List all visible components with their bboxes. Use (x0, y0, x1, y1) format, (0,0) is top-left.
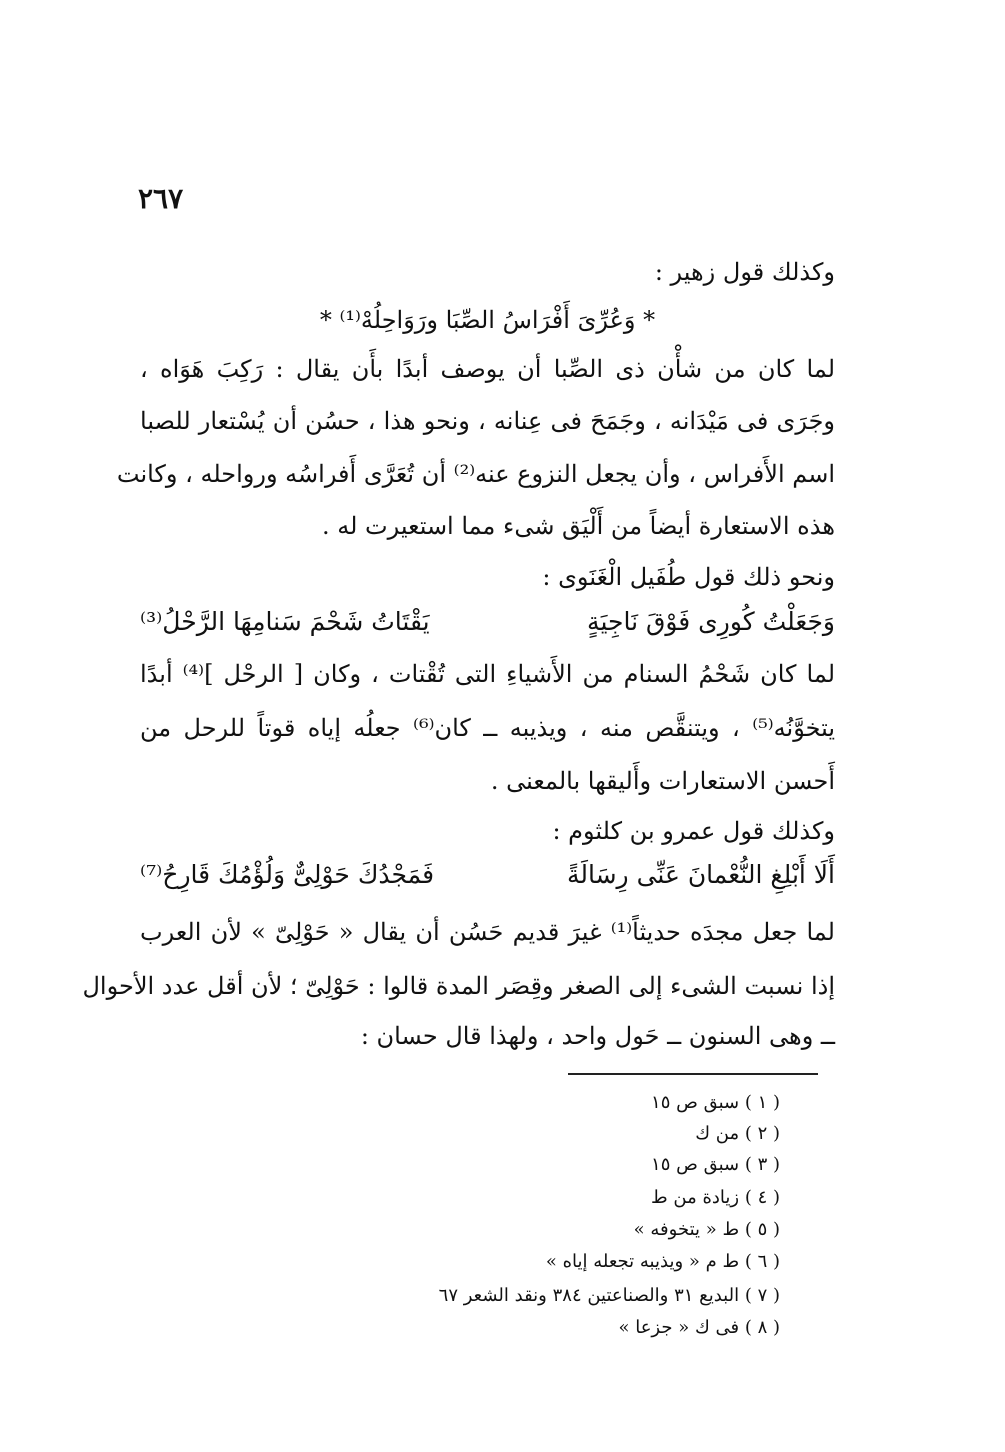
footnote-4: ( ٤ ) زيادة من ط (651, 1187, 780, 1208)
verse-tufail-second: يَقْتَاتُ شَحْمَ سَنامِهَا الرَّحْلُ⁽³⁾ (140, 607, 430, 636)
verse-amr-second: فَمَجْدُكَ حَوْلِىٌّ وَلُؤْمُكَ قَارِحُ⁽⁷⁾ (140, 860, 435, 889)
text-line-6: هذه الاستعارة أيضاً من أَلْيَق شىء مما استعيرت له . (321, 512, 835, 540)
footnote-2: ( ٢ ) من ك (695, 1123, 780, 1144)
text-line-3: لما كان من شأْن ذى الصِّبا أن يوصف أبدًا بأَن يقال : رَكِبَ هَوَاه ، (140, 355, 836, 383)
page-number: ٢٦٧ (138, 182, 184, 215)
footnote-8: ( ٨ ) فى ك « جزعا » (618, 1317, 780, 1338)
text-line-14: لما جعل مجدَه حديثاً⁽¹⁾ غيرَ قديم حَسُن أن يقال « حَوْلِىّ » لأن العرب (140, 918, 835, 946)
footnote-5: ( ٥ ) ط « يتخوفه » (633, 1219, 780, 1240)
text-line-16: ــ وهى السنون ــ حَول واحد ، ولهذا قال حسان : (360, 1022, 835, 1050)
footnote-3: ( ٣ ) سبق ص ١٥ (651, 1154, 780, 1175)
footnote-6: ( ٦ ) ط م « ويذيبه تجعله إياه » (545, 1251, 780, 1272)
verse-zuhair: * وَعُرِّىَ أَفْرَاسُ الصِّبَا ورَوَاحِلُهْ⁽¹⁾ * (319, 306, 656, 334)
text-line-15: إذا نسبت الشىء إلى الصغر وقِصَر المدة قالوا : حَوْلِىّ ؛ لأن أقل عدد الأحوال (82, 972, 835, 1000)
text-line-11: أَحسن الاستعارات وأَليقها بالمعنى . (490, 767, 835, 795)
text-line-4: وجَرَى فى مَيْدَانه ، وجَمَحَ فى عِنانه ، ونحو هذا ، حسُن أن يُسْتعار للصبا (140, 407, 835, 435)
text-line-5: اسم الأَفراس ، وأن يجعل النزوع عنه⁽²⁾ أن تُعَرَّى أَفراسُه ورواحله ، وكانت (116, 460, 835, 488)
text-line-7: ونحو ذلك قول طُفَيل الْغَنَوى : (542, 563, 835, 591)
footnote-7: ( ٧ ) البديع ٣١ والصناعتين ٣٨٤ ونقد الشعر ٦٧ (438, 1285, 780, 1306)
text-line-1: وكذلك قول زهير : (654, 258, 835, 286)
footnote-1: ( ١ ) سبق ص ١٥ (651, 1092, 780, 1113)
text-line-9: لما كان شَحْمُ السنام من الأَشياءِ التى تُقْتات ، وكان [ الرحْل ]⁽⁴⁾ أبدًا (140, 660, 836, 688)
verse-amr-first: أَلَا أَبْلِغِ النُّعْمانَ عَنِّى رِسَالَةً (566, 860, 835, 889)
verse-tufail-first: وَجَعَلْتُ كُورِى فَوْقَ نَاجِيَةٍ (587, 607, 835, 636)
text-line-12: وكذلك قول عمرو بن كلثوم : (552, 817, 835, 845)
footnote-divider (568, 1073, 818, 1075)
text-line-10: يتخوَّنُه⁽⁵⁾ ، ويتنقَّص منه ، ويذيبه ــ كان⁽⁶⁾ جعلُه إياه قوتاً للرحل من (140, 714, 836, 742)
